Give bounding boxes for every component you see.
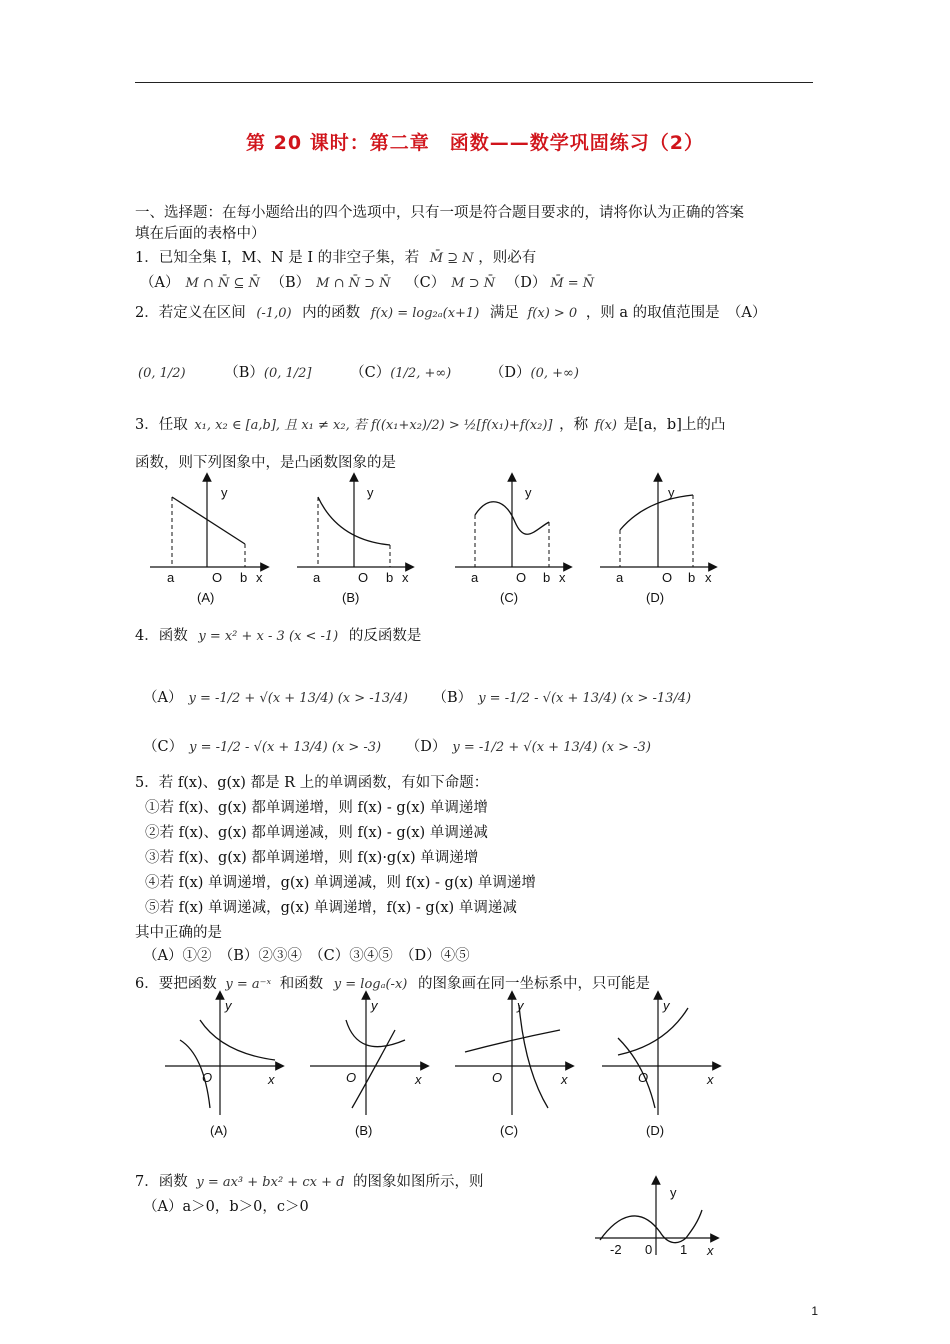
q7-y-label: y xyxy=(670,1185,677,1200)
q3-graph-a xyxy=(150,477,265,605)
q6c-y-label: y xyxy=(517,998,524,1013)
section-header-line2: 填在后面的表格中） xyxy=(135,226,266,242)
q6-graph-b xyxy=(310,995,425,1138)
q6d-y-label: y xyxy=(663,998,670,1013)
q6d-o-label: O xyxy=(638,1070,649,1085)
q3d-o-label: O xyxy=(662,570,673,585)
q6-label-a: (A) xyxy=(210,1123,228,1138)
q3c-y-label: y xyxy=(525,485,532,500)
q5-stem: 5．若 f(x)、g(x) 都是 R 上的单调函数，有如下命题： xyxy=(135,775,489,791)
q7-one-label: 1 xyxy=(680,1242,688,1257)
q4-options-ab: （A） y = -1/2 + √(x + 13/4) (x > -13/4) （B） y = -1/2 - √(x + 13/4) (x > -13/4) xyxy=(143,690,692,706)
q3c-a-label: a xyxy=(471,570,479,585)
q6-stem: 6．要把函数 y = a⁻ˣ 和函数 y = logₐ(-x) 的图象画在同一坐标系中，只可能是 xyxy=(135,976,650,992)
q6-label-d: (D) xyxy=(646,1123,665,1138)
q6-graph-d xyxy=(602,995,717,1138)
q3a-b-label: b xyxy=(240,570,248,585)
q5-item-1: ①若 f(x)、g(x) 都单调递增，则 f(x) - g(x) 单调递增 xyxy=(145,800,488,816)
q5-item-3: ③若 f(x)、g(x) 都单调递增，则 f(x)·g(x) 单调递增 xyxy=(145,850,479,866)
q6b-x-label: x xyxy=(415,1072,422,1087)
q5-options: （A）①② （B）②③④ （C）③④⑤ （D）④⑤ xyxy=(143,948,470,964)
q6d-x-label: x xyxy=(707,1072,714,1087)
q2-stem: 2．若定义在区间 (-1,0) 内的函数 f(x) = log₂ₐ(x+1) 满足 f(x) > 0 ，则 a 的取值范围是 （A） xyxy=(135,305,767,321)
q7-graph xyxy=(595,1180,715,1258)
q6a-y-label: y xyxy=(225,998,232,1013)
q6c-o-label: O xyxy=(492,1070,503,1085)
q6b-y-label: y xyxy=(371,998,378,1013)
q3b-b-label: b xyxy=(386,570,394,585)
q7-origin-label: 0 xyxy=(645,1242,653,1257)
q4-options-cd: （C） y = -1/2 - √(x + 13/4) (x > -3) （D） y = -1/2 + √(x + 13/4) (x > -3) xyxy=(143,739,651,755)
q6-graph-c xyxy=(455,995,570,1138)
q3-line2: 函数，则下列图象中，是凸函数图象的是 xyxy=(135,455,396,471)
q4-stem: 4．函数 y = x² + x - 3 (x < -1) 的反函数是 xyxy=(135,628,422,644)
q3d-y-label: y xyxy=(668,485,675,500)
q3c-b-label: b xyxy=(543,570,551,585)
q3b-y-label: y xyxy=(367,485,374,500)
q3-graph-b xyxy=(297,477,410,605)
q6-label-c: (C) xyxy=(500,1123,519,1138)
q7-x-label: x xyxy=(707,1243,714,1258)
section-header-line1: 一、选择题：在每小题给出的四个选项中，只有一项是符合题目要求的，请将你认为正确的答案 xyxy=(135,205,744,221)
q3c-x-label: x xyxy=(559,570,566,585)
q3d-a-label: a xyxy=(616,570,624,585)
q5-item-4: ④若 f(x) 单调递增，g(x) 单调递减，则 f(x) - g(x) 单调递增 xyxy=(145,875,536,891)
q6b-o-label: O xyxy=(346,1070,357,1085)
q3b-x-label: x xyxy=(402,570,409,585)
q6a-x-label: x xyxy=(268,1072,275,1087)
q6a-o-label: O xyxy=(202,1070,213,1085)
q1-options: （A） M ∩ N̄ ⊆ N̄ （B） M ∩ N̄ ⊃ N̄ （C） M ⊃ N̄ （D） M̄ = N̄ xyxy=(140,275,595,291)
page-title: 第 20 课时：第二章 函数——数学巩固练习（2） xyxy=(246,132,704,154)
q6-label-b: (B) xyxy=(355,1123,373,1138)
q3-line1: 3．任取 x₁, x₂ ∈ [a,b], 且 x₁ ≠ x₂, 若 f((x₁+x₂)/2) > ½[f(x₁)+f(x₂)] ，称 f(x) 是[a，b]上的凸 xyxy=(135,417,726,433)
q7-option-a: （A）a＞0，b＞0，c＞0 xyxy=(143,1199,309,1215)
q3-graph-d xyxy=(600,477,713,605)
q3a-y-label: y xyxy=(221,485,228,500)
q3-label-b: (B) xyxy=(342,590,360,605)
q5-item-5: ⑤若 f(x) 单调递减，g(x) 单调递增，f(x) - g(x) 单调递减 xyxy=(145,900,517,916)
q5-item-2: ②若 f(x)、g(x) 都单调递减，则 f(x) - g(x) 单调递减 xyxy=(145,825,488,841)
q3b-a-label: a xyxy=(313,570,321,585)
q7-stem: 7．函数 y = ax³ + bx² + cx + d 的图象如图所示，则 xyxy=(135,1174,484,1190)
q3-graph-c xyxy=(455,477,568,605)
q3b-o-label: O xyxy=(358,570,369,585)
q5-conclusion: 其中正确的是 xyxy=(135,925,222,941)
q6-graph-a xyxy=(165,995,280,1138)
q6c-x-label: x xyxy=(561,1072,568,1087)
q2-options: (0, 1/2) （B）(0, 1/2] （C）(1/2, +∞) （D）(0, +∞) xyxy=(138,365,579,381)
q3-label-d: (D) xyxy=(646,590,665,605)
q3a-a-label: a xyxy=(167,570,175,585)
q3a-x-label: x xyxy=(256,570,263,585)
q1-stem: 1．已知全集 I，M、N 是 I 的非空子集，若 M̄ ⊇ N ，则必有 xyxy=(135,250,537,266)
q3-label-c: (C) xyxy=(500,590,519,605)
q3a-o-label: O xyxy=(212,570,223,585)
page-number: 1 xyxy=(811,1304,818,1318)
q3c-o-label: O xyxy=(516,570,527,585)
q3d-x-label: x xyxy=(705,570,712,585)
q7-neg2-label: -2 xyxy=(610,1242,622,1257)
q3d-b-label: b xyxy=(688,570,696,585)
q3-label-a: (A) xyxy=(197,590,215,605)
